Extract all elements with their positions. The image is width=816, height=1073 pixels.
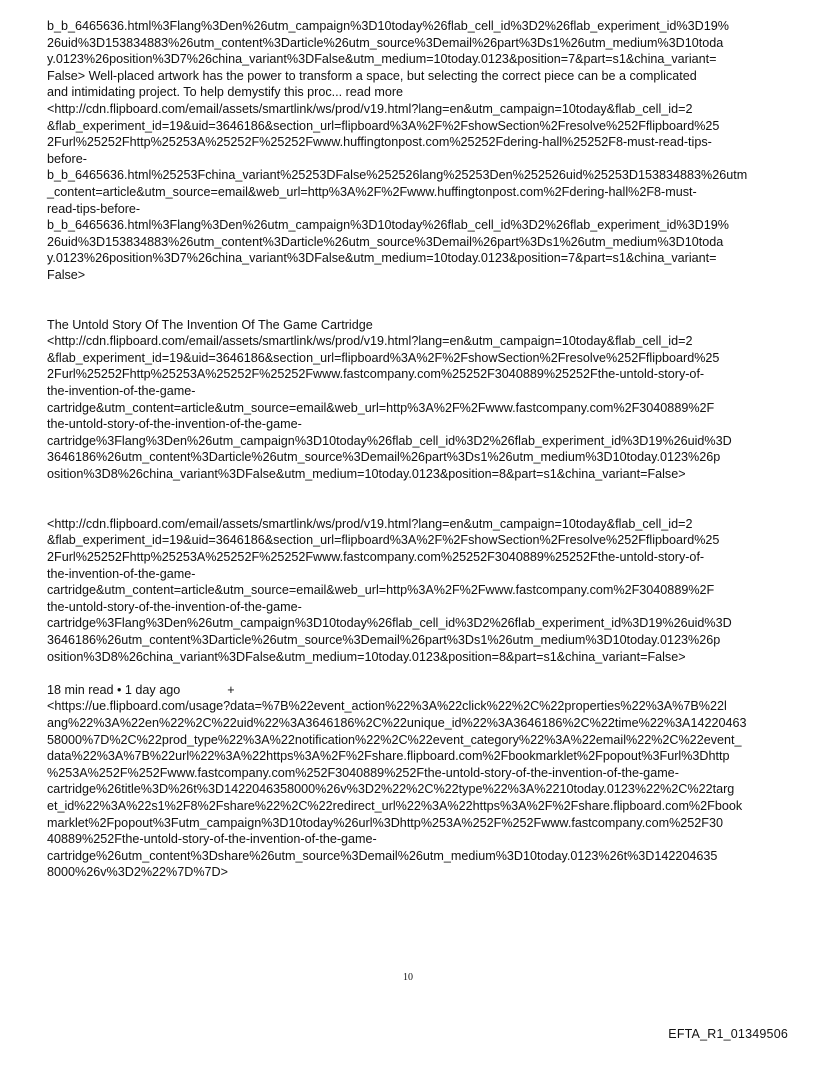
link-line[interactable]: cartridge%3Flang%3Den%26utm_campaign%3D10today%26flab_cell_id%3D2%26flab_experiment_id%3D19%26uid%3D (47, 433, 732, 448)
link-line[interactable]: 3646186%26utm_content%3Darticle%26utm_source%3Demail%26part%3Ds1%26utm_medium%3D10today.0123%26p (47, 450, 721, 465)
read-time-meta: 18 min read • 1 day ago (47, 682, 181, 697)
link-line[interactable]: b_b_6465636.html%3Flang%3Den%26utm_campaign%3D10today%26flab_cell_id%3D2%26flab_experiment_id%3D19% (47, 218, 729, 233)
link-line[interactable]: %253A%252F%252Fwww.fastcompany.com%252F3040889%252Fthe-untold-story-of-the-invention-of-the-game- (47, 765, 679, 780)
link-line[interactable]: the-untold-story-of-the-invention-of-the-game- (47, 417, 302, 432)
link-line[interactable]: 2Furl%25252Fhttp%25253A%25252F%25252Fwww.fastcompany.com%25252F3040889%25252Fthe-untold-story-of- (47, 550, 705, 564)
link-line[interactable]: cartridge%26utm_content%3Dshare%26utm_source%3Demail%26utm_medium%3D10today.0123%26t%3D142204635 (47, 848, 718, 863)
spacer (47, 483, 775, 516)
share-plus-icon[interactable]: + (227, 682, 235, 697)
text-line: False> Well-placed artwork has the power to transform a space, but selecting the correct piece can be a complicated (47, 68, 697, 83)
section-art-article-links (47, 18, 775, 284)
link-line[interactable]: 58000%7D%2C%22prod_type%22%3A%22notification%22%2C%22event_category%22%3A%22email%22%2C%22event_ (47, 732, 742, 747)
link-line[interactable]: osition%3D8%26china_variant%3DFalse&utm_medium=10today.0123&position=8&part=s1&china_variant=False> (47, 649, 686, 664)
section-game-cartridge-article (47, 317, 775, 483)
link-line[interactable]: 26uid%3D153834883%26utm_content%3Darticle%26utm_source%3Demail%26part%3Ds1%26utm_medium%3D10toda (47, 234, 724, 249)
link-line[interactable]: &flab_experiment_id=19&uid=3646186&section_url=flipboard%3A%2F%2FshowSection%2Fresolve%252Fflipboard%25 (47, 118, 720, 133)
read-meta-line (47, 682, 775, 699)
link-line[interactable]: cartridge&utm_content=article&utm_source=email&web_url=http%3A%2F%2Fwww.fastcompany.com%2F3040889%2F (47, 583, 715, 598)
link-line[interactable]: 8000%26v%3D2%22%7D%7D> (47, 865, 228, 880)
link-line[interactable]: read-tips-before- (47, 201, 141, 216)
link-line[interactable]: cartridge%26title%3D%26t%3D1422046358000%26v%3D2%22%2C%22type%22%3A%2210today.0123%22%2C%22targ (47, 782, 735, 797)
link-line[interactable]: 3646186%26utm_content%3Darticle%26utm_source%3Demail%26part%3Ds1%26utm_medium%3D10today.0123%26p (47, 632, 721, 647)
link-line[interactable]: &flab_experiment_id=19&uid=3646186&section_url=flipboard%3A%2F%2FshowSection%2Fresolve%252Fflipboard%25 (47, 350, 720, 365)
link-line[interactable]: before- (47, 151, 87, 166)
page-number: 10 (403, 972, 413, 983)
text-line: 26uid%3D153834883%26utm_content%3Darticle%26utm_source%3Demail%26part%3Ds1%26utm_medium%3D10toda (47, 35, 724, 50)
link-line[interactable]: 2Furl%25252Fhttp%25253A%25252F%25252Fwww.huffingtonpost.com%25252Fdering-hall%25252F8-must-read-tips- (47, 135, 712, 150)
link-line[interactable]: 40889%252Fthe-untold-story-of-the-invention-of-the-game- (47, 832, 377, 847)
link-line[interactable]: cartridge&utm_content=article&utm_source=email&web_url=http%3A%2F%2Fwww.fastcompany.com%2F3040889%2F (47, 400, 715, 415)
link-line[interactable]: False> (47, 267, 86, 282)
link-line[interactable]: _content=article&utm_source=email&web_url=http%3A%2F%2Fwww.huffingtonpost.com%2Fdering-hall%2F8-must- (47, 184, 697, 199)
link-line[interactable]: et_id%22%3A%22s1%2F8%2Fshare%22%2C%22redirect_url%22%3A%22https%3A%2F%2Fshare.flipboard.com%2Fbook (47, 798, 743, 813)
link-line[interactable]: <http://cdn.flipboard.com/email/assets/smartlink/ws/prod/v19.html?lang=en&utm_campaign=10today&flab_cell_id=2 (47, 516, 693, 531)
text-line: b_b_6465636.html%3Flang%3Den%26utm_campaign%3D10today%26flab_cell_id%3D2%26flab_experiment_id%3D19% (47, 19, 729, 33)
link-line[interactable]: y.0123%26position%3D7%26china_variant%3DFalse&utm_medium=10today.0123&position=7&part=s1&china_variant= (47, 251, 717, 266)
link-line[interactable]: &flab_experiment_id=19&uid=3646186&section_url=flipboard%3A%2F%2FshowSection%2Fresolve%252Fflipboard%25 (47, 533, 720, 548)
link-line[interactable]: 2Furl%25252Fhttp%25253A%25252F%25252Fwww.fastcompany.com%25252F3040889%25252Fthe-untold-story-of- (47, 367, 705, 382)
section-share-link (47, 682, 775, 881)
text-line: and intimidating project. To help demystify this proc... read more (47, 85, 404, 100)
link-line[interactable]: <http://cdn.flipboard.com/email/assets/smartlink/ws/prod/v19.html?lang=en&utm_campaign=10today&flab_cell_id=2 (47, 101, 693, 116)
link-line[interactable]: osition%3D8%26china_variant%3DFalse&utm_medium=10today.0123&position=8&part=s1&china_variant=False> (47, 467, 686, 482)
link-line[interactable]: b_b_6465636.html%25253Fchina_variant%25253DFalse%252526lang%25253Den%252526uid%25253D153834883%26utm (47, 168, 748, 183)
link-line[interactable]: data%22%3A%7B%22url%22%3A%22https%3A%2F%2Fshare.flipboard.com%2Fbookmarklet%2Fpopout%3Furl%3Dhttp (47, 749, 730, 764)
link-line[interactable]: ang%22%3A%22en%22%2C%22uid%22%3A3646186%2C%22unique_id%22%3A3646186%2C%22time%22%3A14220463 (47, 715, 747, 730)
document-id: EFTA_R1_01349506 (668, 1027, 788, 1041)
link-line[interactable]: the-untold-story-of-the-invention-of-the-game- (47, 599, 302, 614)
link-line[interactable]: <https://ue.flipboard.com/usage?data=%7B%22event_action%22%3A%22click%22%2C%22properties%22%3A%7B%22l (47, 699, 727, 714)
link-line[interactable]: cartridge%3Flang%3Den%26utm_campaign%3D10today%26flab_cell_id%3D2%26flab_experiment_id%3D19%26uid%3D (47, 616, 732, 631)
section-image-link (47, 516, 775, 665)
link-line[interactable]: the-invention-of-the-game- (47, 566, 196, 581)
article-title: The Untold Story Of The Invention Of The Game Cartridge (47, 317, 373, 332)
spacer (47, 665, 775, 682)
document-body (47, 18, 775, 881)
spacer (47, 284, 775, 317)
link-line[interactable]: the-invention-of-the-game- (47, 384, 196, 399)
link-line[interactable]: marklet%2Fpopout%3Futm_campaign%3D10today%26url%3Dhttp%253A%252F%252Fwww.fastcompany.com%252F30 (47, 815, 723, 830)
link-line[interactable]: <http://cdn.flipboard.com/email/assets/smartlink/ws/prod/v19.html?lang=en&utm_campaign=10today&flab_cell_id=2 (47, 334, 693, 349)
text-line: y.0123%26position%3D7%26china_variant%3DFalse&utm_medium=10today.0123&position=7&part=s1&china_variant= (47, 52, 717, 67)
